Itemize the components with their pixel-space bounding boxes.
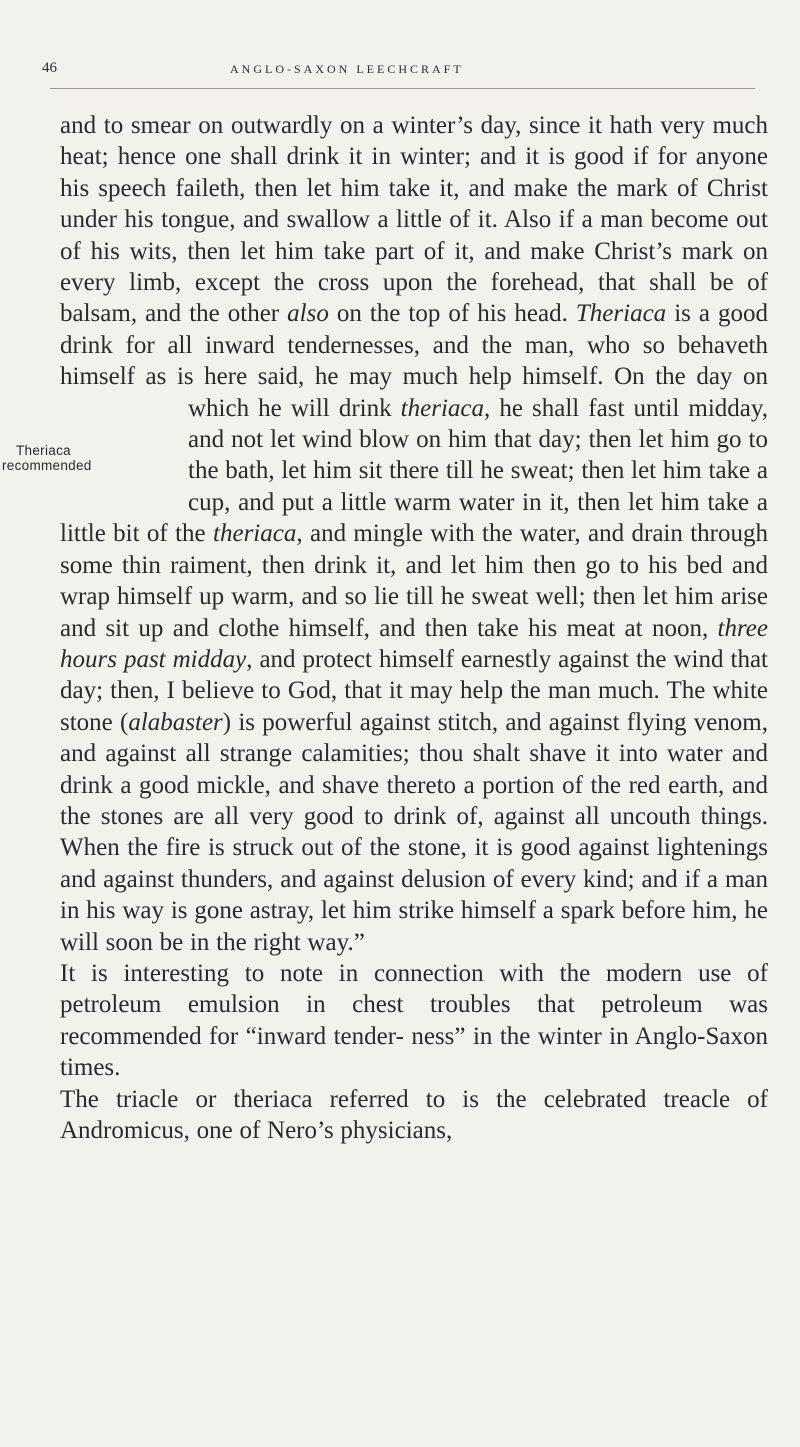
- text-run: on the top of his head.: [328, 300, 576, 328]
- running-head: ANGLO-SAXON LEECHCRAFT: [230, 62, 464, 76]
- paragraph-3: The triacle or theriaca referred to is the celebrated treacle of Andromicus, one of Nero’s physicians,: [60, 1085, 768, 1144]
- italic-run: alabaster: [128, 708, 223, 736]
- text-run: , and mingle with the water, and drain through some thin raiment, then drink it, and let him then go to his bed and wrap himself up warm, and so lie till he sweat well; then let him arise and sit up and clothe himself, and then take his meat at noon,: [60, 520, 768, 642]
- italic-run: theriaca: [213, 520, 297, 548]
- italic-run: three hours past midday: [60, 614, 768, 673]
- text-run: , he shall fast until midday, and not let wind blow on him that day; then let him go to the bath, let him sit there till he sweat; then let him take a cup, and put a little warm water in it, then let him take a little bit of the: [60, 394, 768, 548]
- italic-run: theriaca: [400, 394, 484, 422]
- text-run: , and protect himself earnestly against the wind that day; then, I believe to God, that it may help the man much. The white stone (: [60, 645, 768, 736]
- text-run: and to smear on outwardly on a winter’s day, since it hath very much heat; hence one shall drink it in winter; and it is good if for anyone his speech faileth, then let him take it, and make the mark of Christ under his tongue, and swallow a little of it. Also if a man become out of his wits, then let him take part of it, and make Christ’s mark on every limb, except the cross upon the forehead, that shall be of balsam, and the other: [60, 112, 768, 328]
- margin-note-line: Theriaca: [16, 443, 71, 458]
- page-number: 46: [42, 60, 57, 76]
- body-text: [60, 110, 768, 1146]
- italic-run: Theriaca: [575, 300, 667, 328]
- page-header: [42, 60, 770, 90]
- header-rule: [50, 88, 755, 89]
- paragraph-1: [60, 110, 768, 958]
- margin-note: [2, 443, 102, 473]
- margin-note-line: recommended: [2, 458, 92, 473]
- text-run: is a good drink for all inward tendernesses, and the man, who so behaveth himself as is here said, he may much help himself. On the day on which he will drink: [60, 300, 768, 422]
- paragraph-2: It is interesting to note in connection with the modern use of petroleum emulsion in chest troubles that petroleum was recommended for “inward tender- ness” in the winter in Anglo-Saxon times.: [60, 959, 768, 1082]
- text-run: ) is powerful against stitch, and against flying venom, and against all strange calamities; thou shalt shave it into water and drink a good mickle, and shave thereto a portion of the red earth, and the stones are all very good to drink of, against all uncouth things. When the fire is struck out of the stone, it is good against lightenings and against thunders, and against delusion of every kind; and if a man in his way is gone astray, let him strike himself a spark before him, he will soon be in the right way.”: [60, 708, 768, 956]
- italic-run: also: [287, 300, 329, 328]
